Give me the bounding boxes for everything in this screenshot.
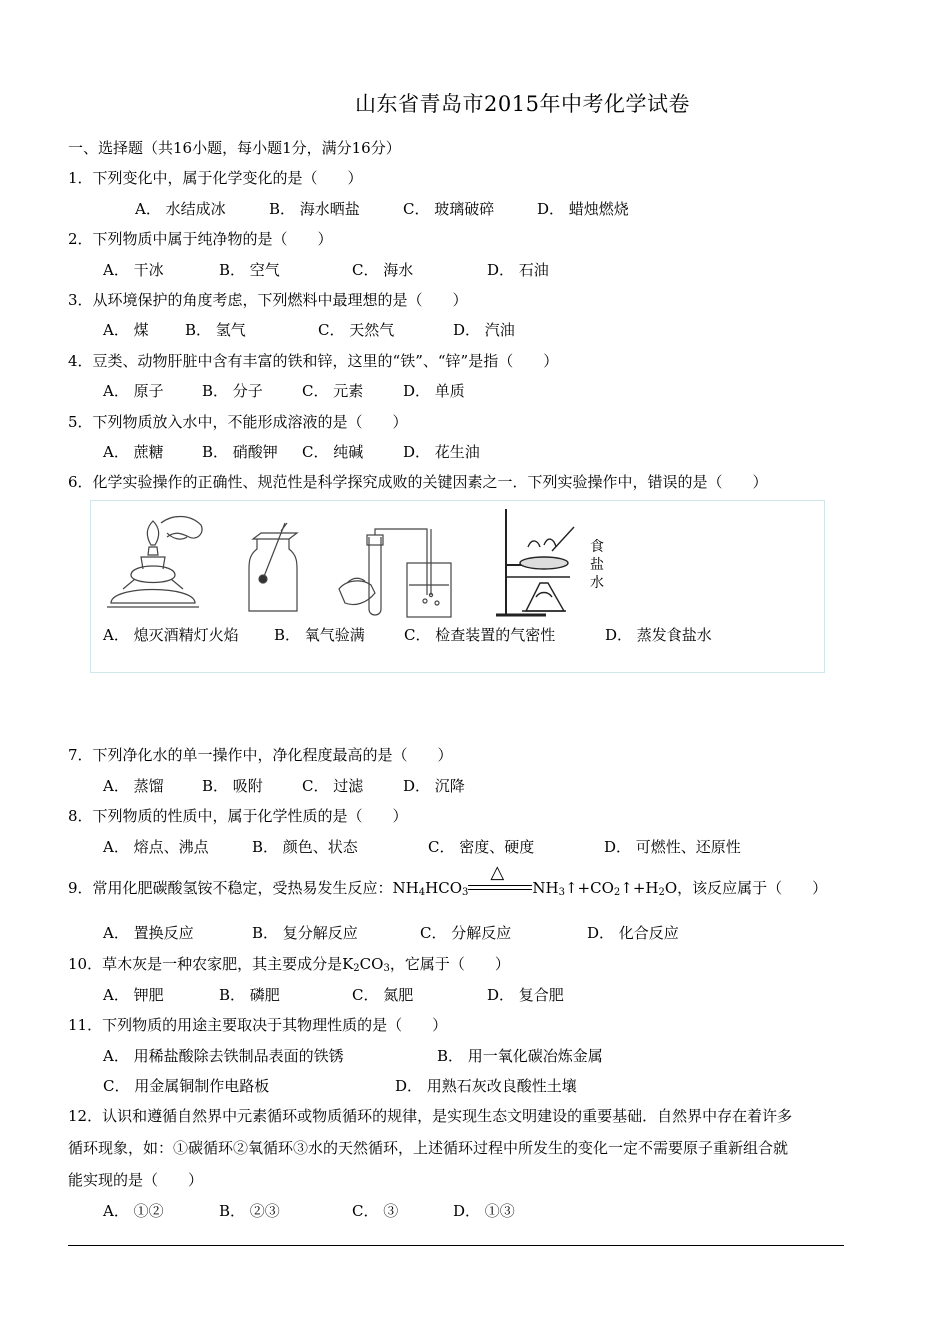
q10-stem-post: ，它属于（ ） (389, 955, 510, 973)
q8-option-c: C． 密度、硬度 (428, 838, 535, 856)
salt-label-3: 水 (590, 575, 604, 591)
heat-symbol: △ (490, 862, 505, 883)
q11-option-c: C． 用金属铜制作电路板 (103, 1077, 270, 1095)
q10-option-a: A． 钾肥 (103, 986, 164, 1004)
section-heading: 一、选择题（共16小题，每小题1分，满分16分） (68, 139, 401, 157)
q5-option-a: A． 蔗糖 (103, 443, 164, 461)
q2-option-d: D． 石油 (487, 261, 549, 279)
salt-label-2: 盐 (590, 557, 604, 573)
question-6: 6．化学实验操作的正确性、规范性是科学探究成败的关键因素之一．下列实验操作中，错误的是（ ） (68, 473, 768, 491)
q10-sub-1: 2 (353, 963, 360, 974)
evaporation-figure (486, 507, 636, 619)
q7-option-d: D． 沉降 (403, 777, 465, 795)
q8-option-d: D． 可燃性、还原性 (604, 838, 741, 856)
q12-option-c: C． ③ (352, 1202, 399, 1220)
q1-option-b: B． 海水晒盐 (269, 200, 360, 218)
q9-sub-1: 4 (418, 887, 426, 898)
question-3: 3．从环境保护的角度考虑，下列燃料中最理想的是（ ） (68, 291, 468, 309)
q9-sub-4: 2 (613, 887, 621, 898)
q3-option-c: C． 天然气 (318, 321, 395, 339)
q4-option-c: C． 元素 (302, 382, 364, 400)
question-12-line-3: 能实现的是（ ） (68, 1171, 204, 1189)
q10-option-c: C． 氮肥 (352, 986, 414, 1004)
q9-reactant-1: NH (392, 879, 419, 897)
q5-option-b: B． 硝酸钾 (202, 443, 278, 461)
q7-option-c: C． 过滤 (302, 777, 364, 795)
footer-rule (68, 1245, 844, 1246)
question-12-line-2: 循环现象，如：①碳循环②氧循环③水的天然循环，上述循环过程中所发生的变化一定不需要原子重新组合就 (68, 1139, 789, 1157)
question-2: 2．下列物质中属于纯净物的是（ ） (68, 230, 333, 248)
q8-option-a: A． 熔点、沸点 (103, 838, 209, 856)
q9-stem-post: ，该反应属于（ ） (677, 879, 828, 897)
q6-option-c: C． 检查装置的气密性 (404, 626, 556, 644)
salt-label-1: 食 (590, 539, 604, 555)
q9-sub-5: 2 (658, 887, 665, 898)
q4-option-a: A． 原子 (103, 382, 164, 400)
q4-option-d: D． 单质 (403, 382, 465, 400)
airtightness-figure (333, 523, 463, 623)
q12-option-b: B． ②③ (219, 1202, 280, 1220)
q3-option-b: B． 氢气 (185, 321, 246, 339)
q1-option-d: D． 蜡烛燃烧 (537, 200, 629, 218)
q3-option-a: A． 煤 (103, 321, 149, 339)
q4-option-b: B． 分子 (202, 382, 263, 400)
page-title: 山东省青岛市2015年中考化学试卷 (355, 92, 690, 116)
question-4: 4．豆类、动物肝脏中含有丰富的铁和锌，这里的“铁”、“锌”是指（ ） (68, 352, 559, 370)
q9-sub-3: 3 (558, 887, 565, 898)
q5-option-c: C． 纯碱 (302, 443, 364, 461)
q9-product-4: O (664, 879, 678, 897)
q9-product-3: ↑+H (620, 879, 659, 897)
q9-condition (468, 862, 532, 896)
q12-option-d: D． ①③ (453, 1202, 515, 1220)
q10-option-d: D． 复合肥 (487, 986, 564, 1004)
q9-product-2: ↑+CO (564, 879, 614, 897)
question-10 (68, 953, 510, 974)
q1-option-a: A． 水结成冰 (135, 200, 226, 218)
q9-option-a: A． 置换反应 (103, 924, 194, 942)
q6-option-d: D． 蒸发食盐水 (605, 626, 712, 644)
q2-option-b: B． 空气 (219, 261, 280, 279)
q11-option-b: B． 用一氧化碳冶炼金属 (437, 1047, 603, 1065)
q6-option-b: B． 氧气验满 (274, 626, 365, 644)
q10-option-b: B． 磷肥 (219, 986, 280, 1004)
q9-stem-pre: 9．常用化肥碳酸氢铵不稳定，受热易发生反应： (68, 879, 393, 897)
q3-option-d: D． 汽油 (453, 321, 515, 339)
q9-option-c: C． 分解反应 (420, 924, 512, 942)
q11-option-a: A． 用稀盐酸除去铁制品表面的铁锈 (103, 1047, 344, 1065)
q2-option-c: C． 海水 (352, 261, 414, 279)
q9-option-d: D． 化合反应 (587, 924, 679, 942)
q7-option-b: B． 吸附 (202, 777, 263, 795)
question-12-line-1: 12．认识和遵循自然界中元素循环或物质循环的规律，是实现生态文明建设的重要基础．自然界中存在着许多 (68, 1107, 793, 1125)
oxygen-jar-figure (241, 519, 311, 619)
question-9 (68, 862, 828, 898)
q10-formula-co: CO (359, 955, 384, 973)
alcohol-lamp-figure (101, 515, 211, 619)
question-7: 7．下列净化水的单一操作中，净化程度最高的是（ ） (68, 746, 453, 764)
q9-product-1: NH (532, 879, 559, 897)
q10-sub-2: 3 (383, 963, 390, 974)
question-11: 11．下列物质的用途主要取决于其物理性质的是（ ） (68, 1016, 448, 1034)
q12-option-a: A． ①② (103, 1202, 164, 1220)
q6-option-a: A． 熄灭酒精灯火焰 (103, 626, 239, 644)
q11-option-d: D． 用熟石灰改良酸性土壤 (395, 1077, 577, 1095)
q5-option-d: D． 花生油 (403, 443, 480, 461)
question-1: 1．下列变化中，属于化学变化的是（ ） (68, 169, 363, 187)
q9-reactant-2: HCO (425, 879, 462, 897)
q9-sub-2: 3 (462, 887, 469, 898)
q1-option-c: C． 玻璃破碎 (403, 200, 495, 218)
q2-option-a: A． 干冰 (103, 261, 164, 279)
q7-option-a: A． 蒸馏 (103, 777, 164, 795)
q9-option-b: B． 复分解反应 (252, 924, 358, 942)
q8-option-b: B． 颜色、状态 (252, 838, 358, 856)
question-5: 5．下列物质放入水中，不能形成溶液的是（ ） (68, 413, 408, 431)
question-8: 8．下列物质的性质中，属于化学性质的是（ ） (68, 807, 408, 825)
q10-stem-pre: 10．草木灰是一种农家肥，其主要成分是K (68, 955, 354, 973)
lab-figure-box (90, 500, 825, 673)
